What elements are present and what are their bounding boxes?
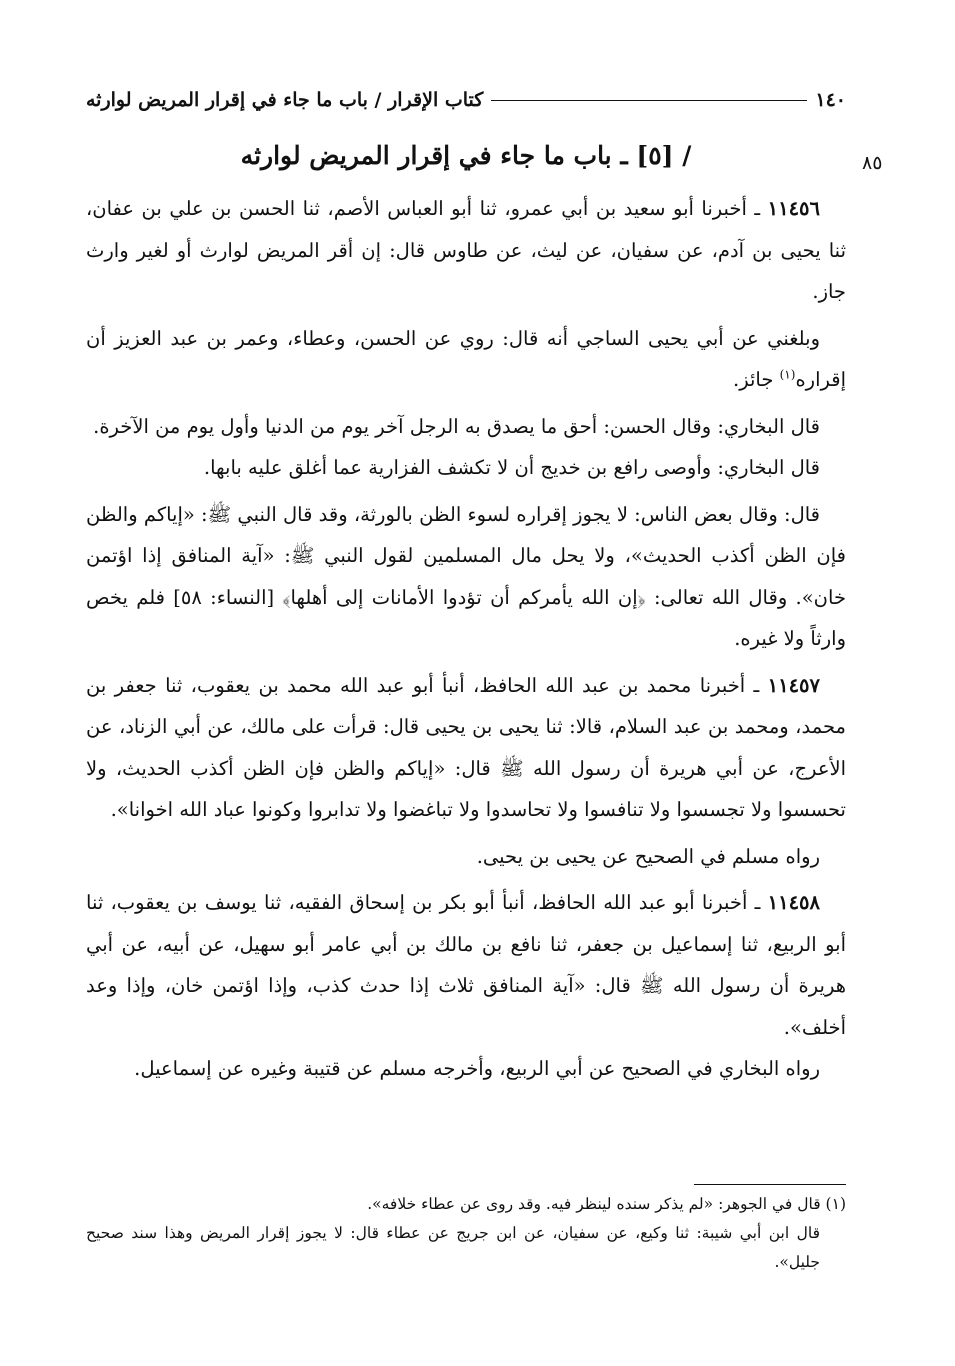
paragraph-muslim: رواه مسلم في الصحيح عن يحيى بن يحيى.	[476, 844, 820, 868]
hadith-text: ـ أخبرنا أبو سعيد بن أبي عمرو، ثنا أبو العباس الأصم، ثنا الحسن بن علي بن عفان، ثنا يحيى بن آدم، عن سفيان، عن ليث، عن طاوس قال: إن أقر المريض لوارث أو لغير وارث جاز.	[86, 197, 846, 303]
hadith-11458	[86, 882, 846, 1048]
paragraph-text: جائز.	[733, 368, 780, 391]
paragraph-saji	[86, 318, 846, 401]
body-text	[86, 188, 846, 1095]
margin-page-reference: ٨٥	[862, 152, 883, 174]
footnote-rule	[694, 1184, 846, 1185]
header-rule	[491, 100, 807, 101]
footnote-1-continuation: قال ابن أبي شيبة: ثنا وكيع، عن سفيان، عن ابن جريج عن عطاء قال: لا يجوز إقرار المريض وهذا سند صحيح جليل».	[86, 1224, 820, 1271]
chapter-title: / [٥] ـ باب ما جاء في إقرار المريض لوارثه	[240, 141, 692, 170]
hadith-text: ـ أخبرنا أبو عبد الله الحافظ، أنبأ أبو بكر بن إسحاق الفقيه، ثنا يوسف بن يعقوب، ثنا أبو الربيع، ثنا إسماعيل بن جعفر، ثنا نافع بن مالك بن أبي عامر أبو سهيل، عن أبيه، عن أبي هريرة أن رسول الله ﷺ قال: «آية المنافق ثلاث إذا حدث كذب، وإذا اؤتمن خان، وإذا وعد أخلف».	[86, 891, 846, 1039]
hadith-11456	[86, 188, 846, 313]
hadith-number: ١١٤٥٨	[767, 891, 820, 914]
running-title: كتاب الإقرار / باب ما جاء في إقرار المريض لوارثه	[86, 89, 484, 111]
footnote-reference: (١)	[779, 367, 796, 382]
hadith-number: ١١٤٥٦	[767, 197, 820, 220]
hadith-text: ـ أخبرنا محمد بن عبد الله الحافظ، أنبأ أبو عبد الله محمد بن يعقوب، ثنا جعفر بن محمد، ومحمد بن عبد السلام، قالا: ثنا يحيى بن يحيى قال: قرأت على مالك، عن أبي الزناد، عن الأعرج، عن أبي هريرة أن رسول الله ﷺ قال: «إياكم والظن فإن الظن أكذب الحديث، ولا تحسسوا ولا تجسسوا ولا تنافسوا ولا تحاسدوا ولا تباغضوا ولا تدابروا وكونوا عباد الله اخوانا».	[86, 673, 846, 821]
footnote-1: (١) قال في الجوهر: «لم يذكر سنده لينظر فيه. وقد روى عن عطاء خلافه».	[367, 1195, 846, 1213]
paragraph-qala: قال: وقال بعض الناس: لا يجوز إقراره لسوء الظن بالورثة، وقد قال النبي ﷺ: «إياكم والظن فإن الظن أكذب الحديث»، ولا يحل مال المسلمين لقول النبي ﷺ: «آية المنافق إذا اؤتمن خان». وقال الله تعالى: ﴿إن الله يأمركم أن تؤدوا الأمانات إلى أهلها﴾ [النساء: ٥٨] فلم يخص وارثاً ولا غيره.	[86, 502, 846, 650]
paragraph-bukhari-hasan: قال البخاري: وقال الحسن: أحق ما يصدق به الرجل آخر يوم من الدنيا وأول يوم من الآخرة.	[93, 414, 820, 438]
paragraph-bukhari-rabi: رواه البخاري في الصحيح عن أبي الربيع، وأخرجه مسلم عن قتيبة وغيره عن إسماعيل.	[134, 1057, 820, 1080]
page-number: ١٤٠	[815, 89, 846, 111]
paragraph-text: وبلغني عن أبي يحيى الساجي أنه قال: روي عن الحسن، وعطاء، وعمر بن عبد العزيز أن إقراره	[86, 326, 846, 391]
paragraph-bukhari-rafi: قال البخاري: وأوصى رافع بن خديج أن لا تكشف الفزارية عما أغلق عليه بابها.	[203, 456, 820, 479]
hadith-11457	[86, 665, 846, 831]
footnotes	[86, 1190, 846, 1277]
hadith-number: ١١٤٥٧	[767, 673, 820, 697]
running-header	[86, 84, 846, 116]
